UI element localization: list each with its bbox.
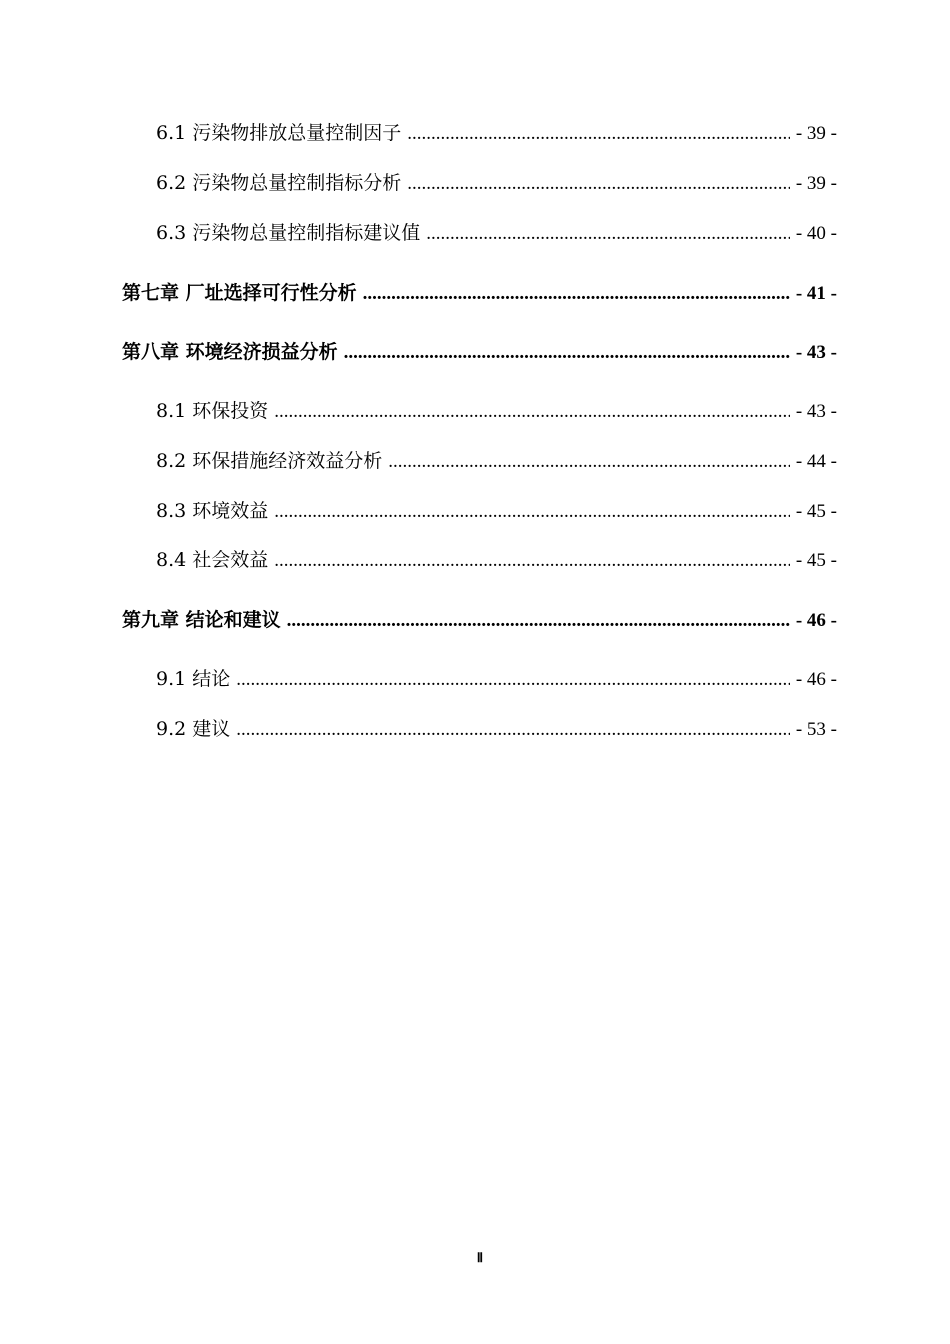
- toc-entry-6-3[interactable]: [156, 218, 837, 248]
- toc-entry-8-2[interactable]: [156, 446, 837, 476]
- toc-entry-9-2[interactable]: [156, 714, 837, 744]
- toc-dot-leader: [236, 665, 790, 695]
- toc-entry-8-4[interactable]: [156, 545, 837, 575]
- toc-dot-leader: [388, 447, 790, 477]
- toc-entry-chapter-8[interactable]: [122, 337, 837, 367]
- toc-entry-page: - 40 -: [795, 223, 837, 244]
- toc-entry-title: 8.3 环境效益: [156, 500, 269, 522]
- toc-dot-leader: [274, 497, 790, 527]
- toc-entry-page: - 44 -: [795, 451, 837, 472]
- toc-entry-title: 6.1 污染物排放总量控制因子: [156, 122, 402, 144]
- toc-entry-title: 9.1 结论: [156, 668, 231, 690]
- toc-entry-page: - 39 -: [795, 123, 837, 144]
- toc-entry-page: - 41 -: [795, 283, 837, 304]
- toc-entry-title: 8.2 环保措施经济效益分析: [156, 450, 383, 472]
- toc-entry-page: - 46 -: [795, 669, 837, 690]
- toc-dot-leader: [344, 338, 790, 368]
- toc-entry-title: 第八章 环境经济损益分析: [122, 341, 338, 363]
- toc-dot-leader: [236, 715, 790, 745]
- toc-entry-title: 第七章 厂址选择可行性分析: [122, 282, 357, 304]
- toc-dot-leader: [287, 606, 790, 636]
- toc-entry-title: 6.3 污染物总量控制指标建议值: [156, 222, 421, 244]
- toc-dot-leader: [407, 169, 790, 199]
- page-number: Ⅱ: [476, 1250, 484, 1265]
- toc-dot-leader: [363, 279, 790, 309]
- toc-entry-title: 8.1 环保投资: [156, 400, 269, 422]
- toc-dot-leader: [426, 219, 790, 249]
- toc-dot-leader: [274, 546, 790, 576]
- toc-entry-title: 8.4 社会效益: [156, 549, 269, 571]
- toc-entry-page: - 45 -: [795, 501, 837, 522]
- toc-entry-8-1[interactable]: [156, 396, 837, 426]
- toc-entry-title: 6.2 污染物总量控制指标分析: [156, 172, 402, 194]
- toc-entry-page: - 43 -: [795, 342, 837, 363]
- toc-entry-title: 第九章 结论和建议: [122, 609, 281, 631]
- toc-entry-chapter-7[interactable]: [122, 278, 837, 308]
- toc-entry-title: 9.2 建议: [156, 718, 231, 740]
- toc-entry-6-1[interactable]: [156, 118, 837, 148]
- toc-dot-leader: [274, 397, 790, 427]
- toc-entry-page: - 45 -: [795, 550, 837, 571]
- toc-entry-page: - 53 -: [795, 719, 837, 740]
- toc-entry-page: - 39 -: [795, 173, 837, 194]
- toc-entry-8-3[interactable]: [156, 496, 837, 526]
- toc-entry-9-1[interactable]: [156, 664, 837, 694]
- toc-entry-page: - 46 -: [795, 610, 837, 631]
- toc-entry-page: - 43 -: [795, 401, 837, 422]
- toc-entry-chapter-9[interactable]: [122, 605, 837, 635]
- toc-dot-leader: [407, 119, 790, 149]
- toc-entry-6-2[interactable]: [156, 168, 837, 198]
